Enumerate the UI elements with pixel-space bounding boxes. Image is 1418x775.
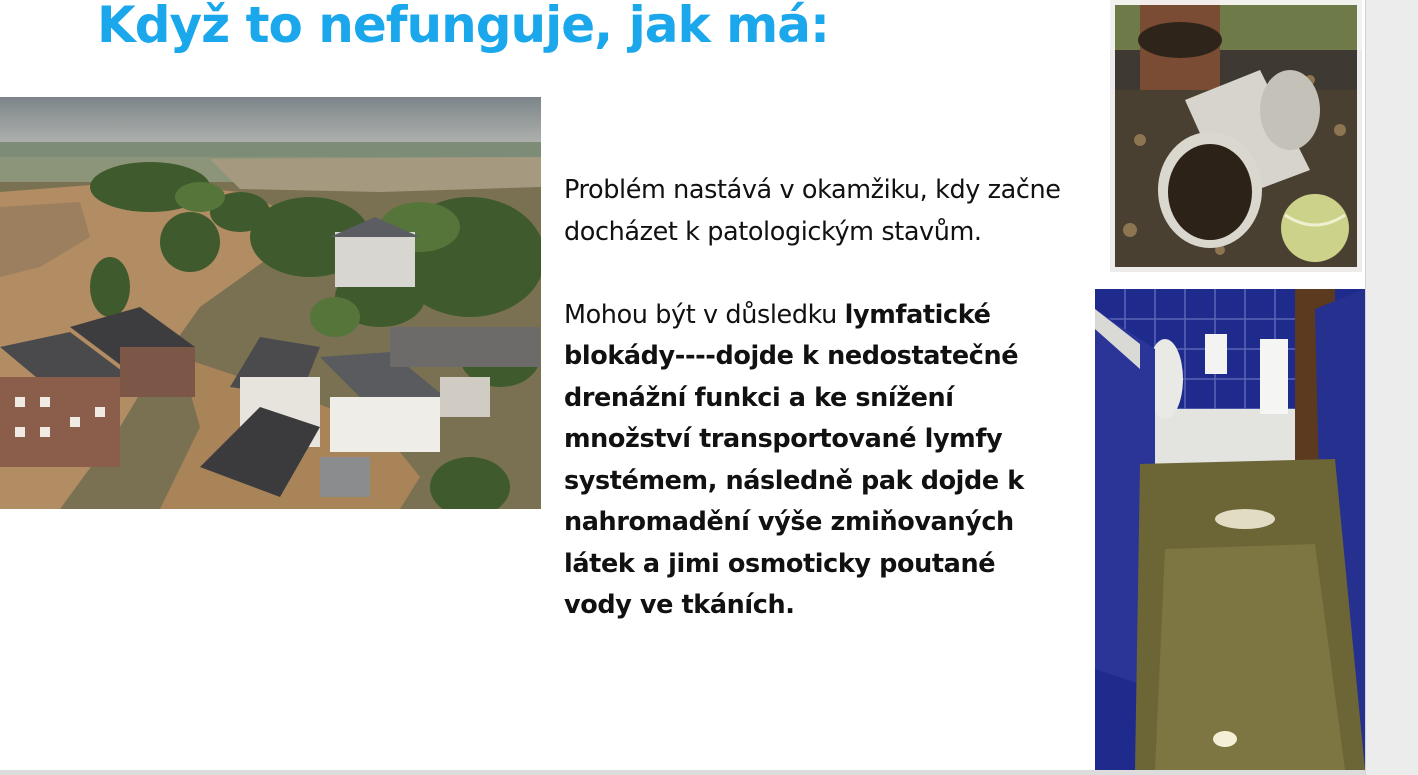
slide-bottom-edge [0, 770, 1365, 775]
paragraph-causes [564, 295, 1064, 627]
slide-body-text [564, 170, 1064, 627]
vertical-scrollbar[interactable] [1365, 0, 1418, 775]
clogged-pipe-photo [1110, 0, 1362, 272]
flooded-restroom-photo [1095, 289, 1365, 770]
paragraph-problem: Problém nastává v okamžiku, kdy začne docházet k patologickým stavům. [564, 175, 1061, 247]
slide-title: Když to nefunguje, jak má: [97, 0, 829, 54]
flood-aerial-photo [0, 97, 541, 509]
paragraph-spacer [564, 253, 1064, 295]
causes-lead-text: Mohou být v důsledku [564, 299, 845, 330]
causes-bold-text: lymfatické blokády----dojde k nedostatečné drenážní funkci a ke snížení množství transportované lymfy systémem, následně pak dojde k nahromadění výše zmiňovaných látek a jimi osmoticky poutané vody ve tkáních. [564, 299, 1024, 620]
